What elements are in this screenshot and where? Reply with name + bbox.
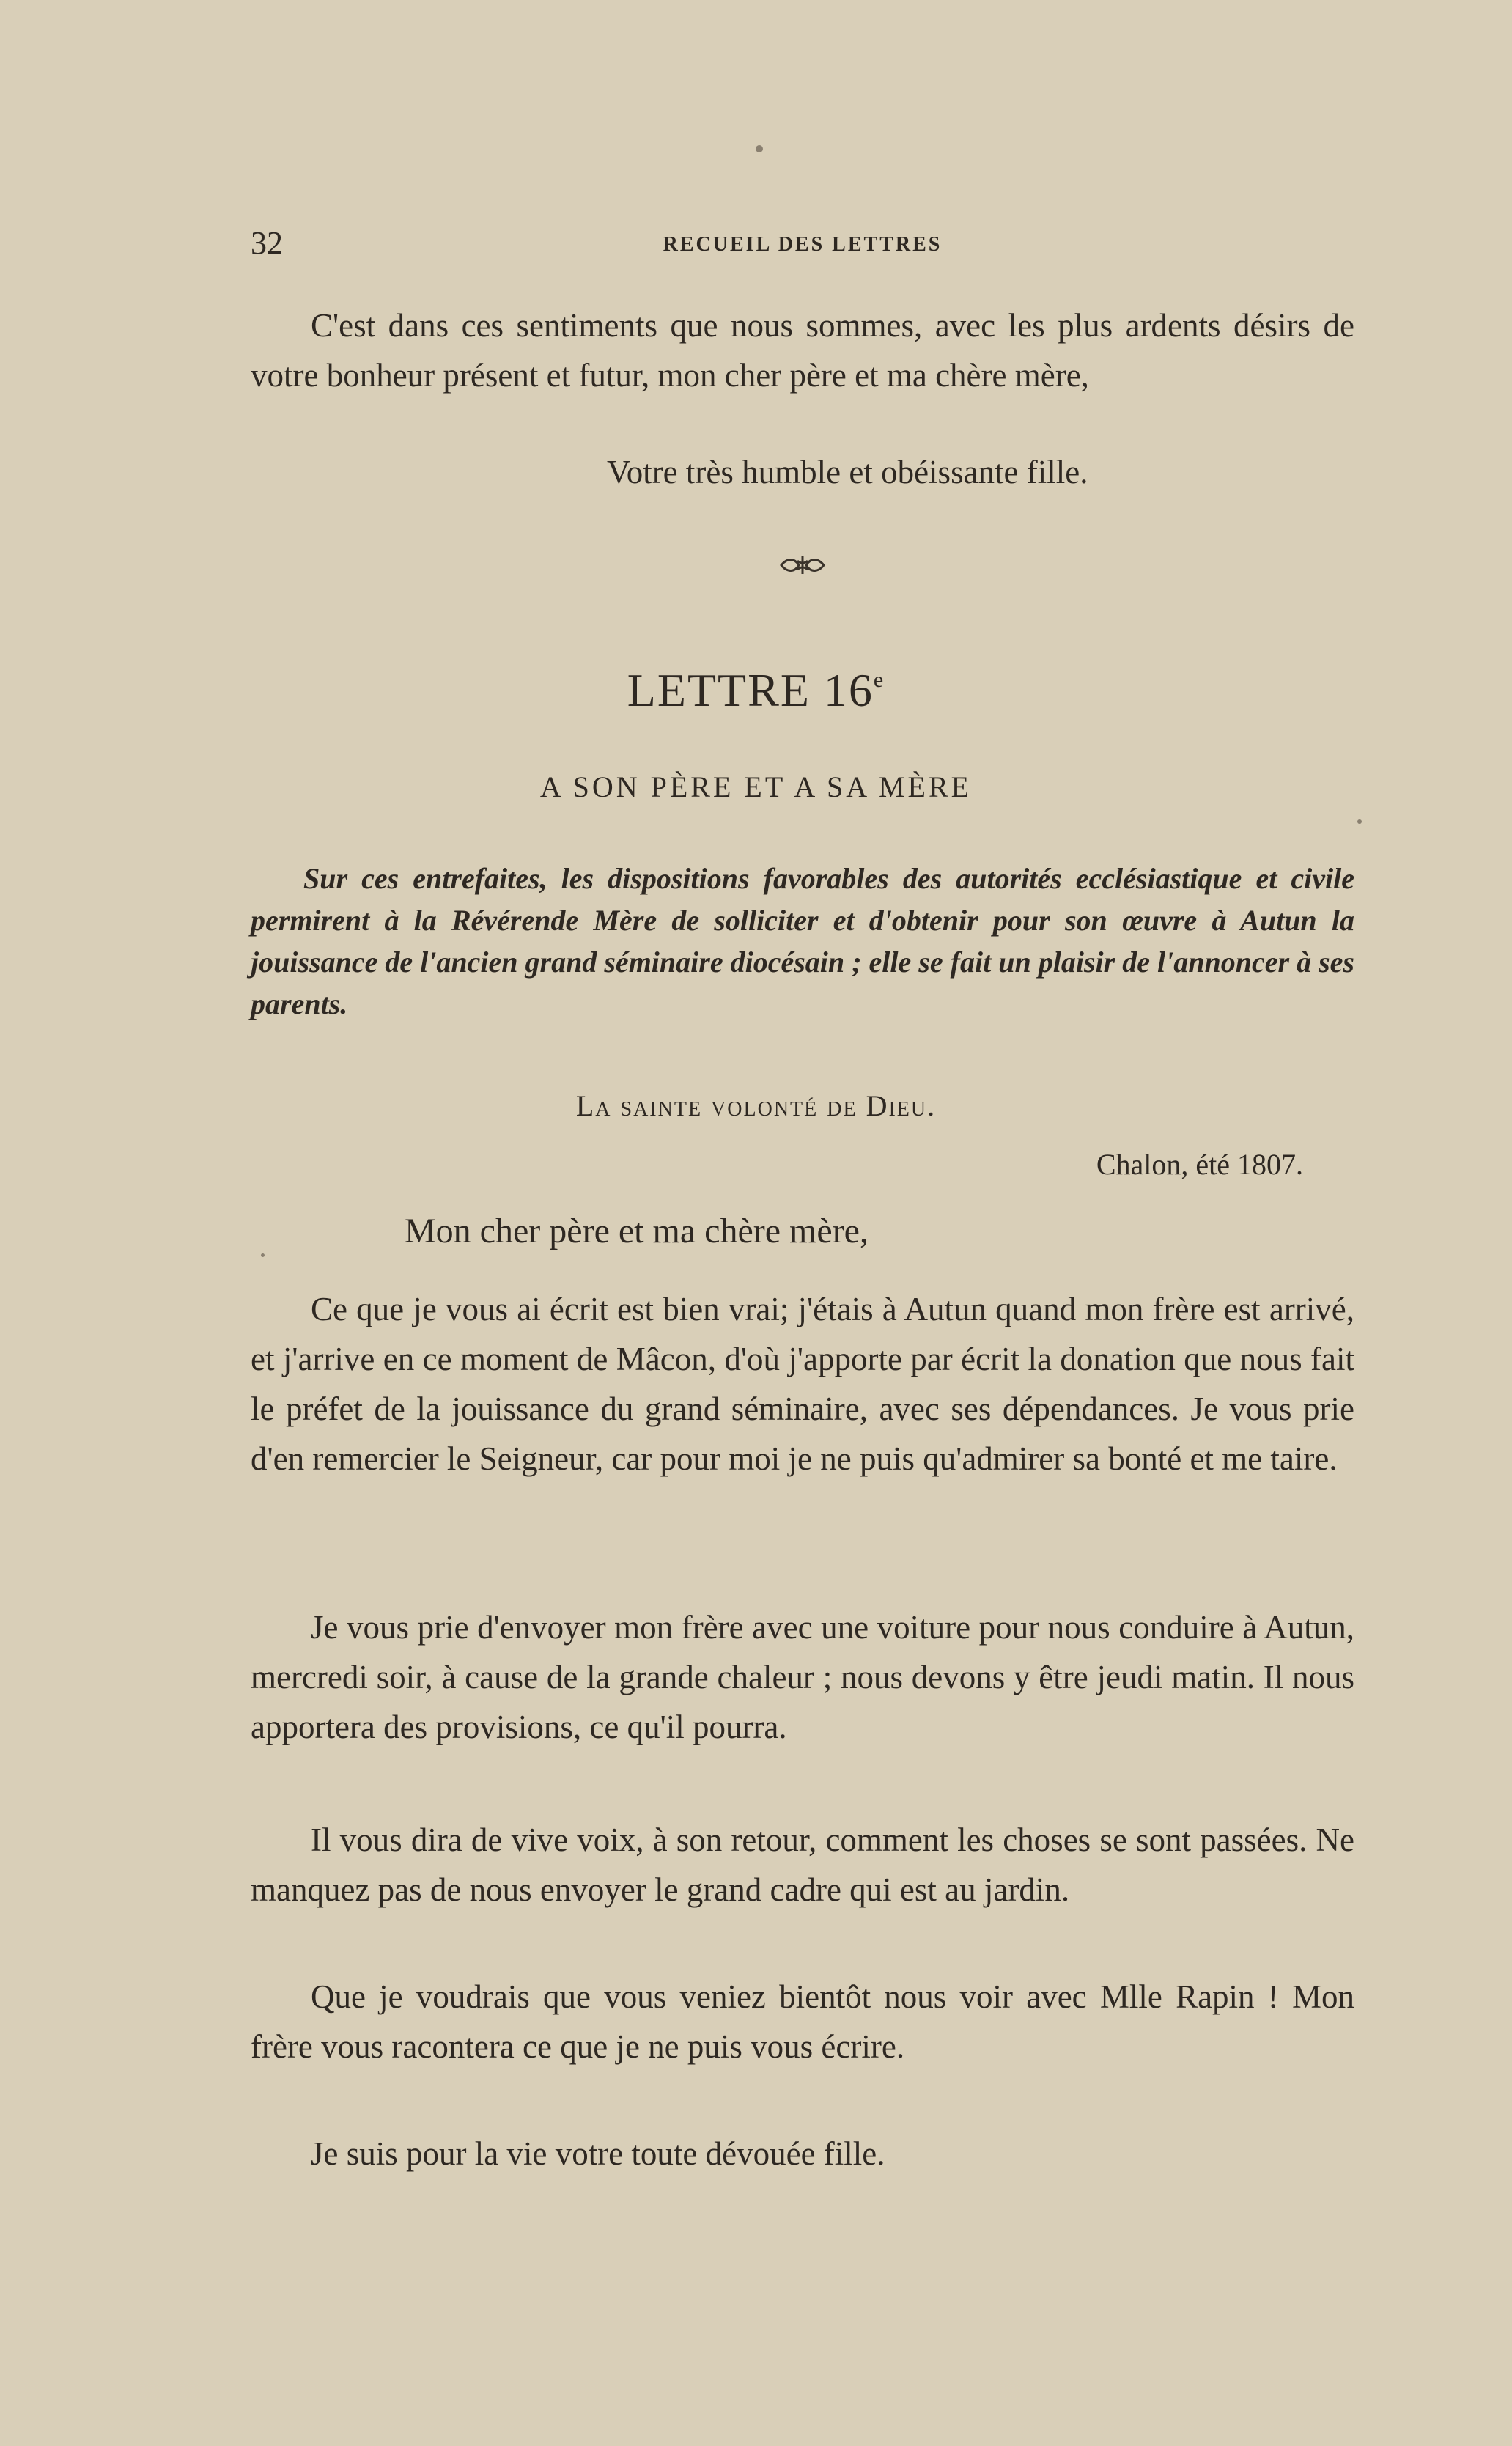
letter-paragraph: Il vous dira de vive voix, à son retour, comment les choses se sont passées. Ne manquez pas de nous envoyer le grand cadre qui est au jardin.	[251, 1821, 1354, 1908]
page-number: 32	[251, 225, 283, 261]
letter-addressee: A SON PÈRE ET A SA MÈRE	[539, 770, 973, 803]
letter-salutation: Mon cher père et ma chère mère,	[405, 1212, 869, 1250]
running-title: RECUEIL DES LETTRES	[663, 233, 943, 256]
letter-closing: Je suis pour la vie votre toute dévouée fille.	[311, 2135, 885, 2172]
letter-motto: La sainte volonté de Dieu.	[575, 1089, 937, 1122]
letter-place-date: Chalon, été 1807.	[1096, 1148, 1303, 1181]
letter-paragraph: Ce que je vous ai écrit est bien vrai; j'étais à Autun quand mon frère est arrivé, et j'arrive en ce moment de Mâcon, d'où j'apporte par écrit la donation que nous fait le préfet de la jouissance du grand séminaire, avec ses dépendances. Je vous prie d'en remercier le Seigneur, car pour moi je ne puis qu'admirer sa bonté et me taire.	[251, 1291, 1354, 1477]
letter-summary: Sur ces entrefaites, les dispositions favorables des autorités ecclésiastique et civile permirent à la Révérende Mère de solliciter et d'obtenir pour son œuvre à Autun la jouissance de l'ancien grand séminaire diocésain ; elle se fait un plaisir de l'annoncer à ses parents.	[251, 862, 1354, 1020]
letter-title-text: LETTRE 16	[627, 664, 874, 716]
paper-speck	[261, 1253, 265, 1257]
previous-letter-closing: C'est dans ces sentiments que nous sommes, avec les plus ardents désirs de votre bonheur présent et futur, mon cher père et ma chère mère,	[251, 307, 1354, 394]
previous-letter-signature: Votre très humble et obéissante fille.	[607, 454, 1088, 490]
letter-title-superscript: e	[873, 668, 885, 692]
fleuron-ornament-icon	[778, 553, 827, 577]
letter-title	[0, 663, 1512, 718]
paper-speck	[1357, 819, 1362, 824]
letter-paragraph: Je vous prie d'envoyer mon frère avec une voiture pour nous conduire à Autun, mercredi soir, à cause de la grande chaleur ; nous devons y être jeudi matin. Il nous apportera des provisions, ce qu'il pourra.	[251, 1609, 1354, 1745]
letter-paragraph: Que je voudrais que vous veniez bientôt nous voir avec Mlle Rapin ! Mon frère vous racontera ce que je ne puis vous écrire.	[251, 1978, 1354, 2065]
page-header	[251, 224, 1354, 268]
paper-speck	[756, 145, 763, 152]
